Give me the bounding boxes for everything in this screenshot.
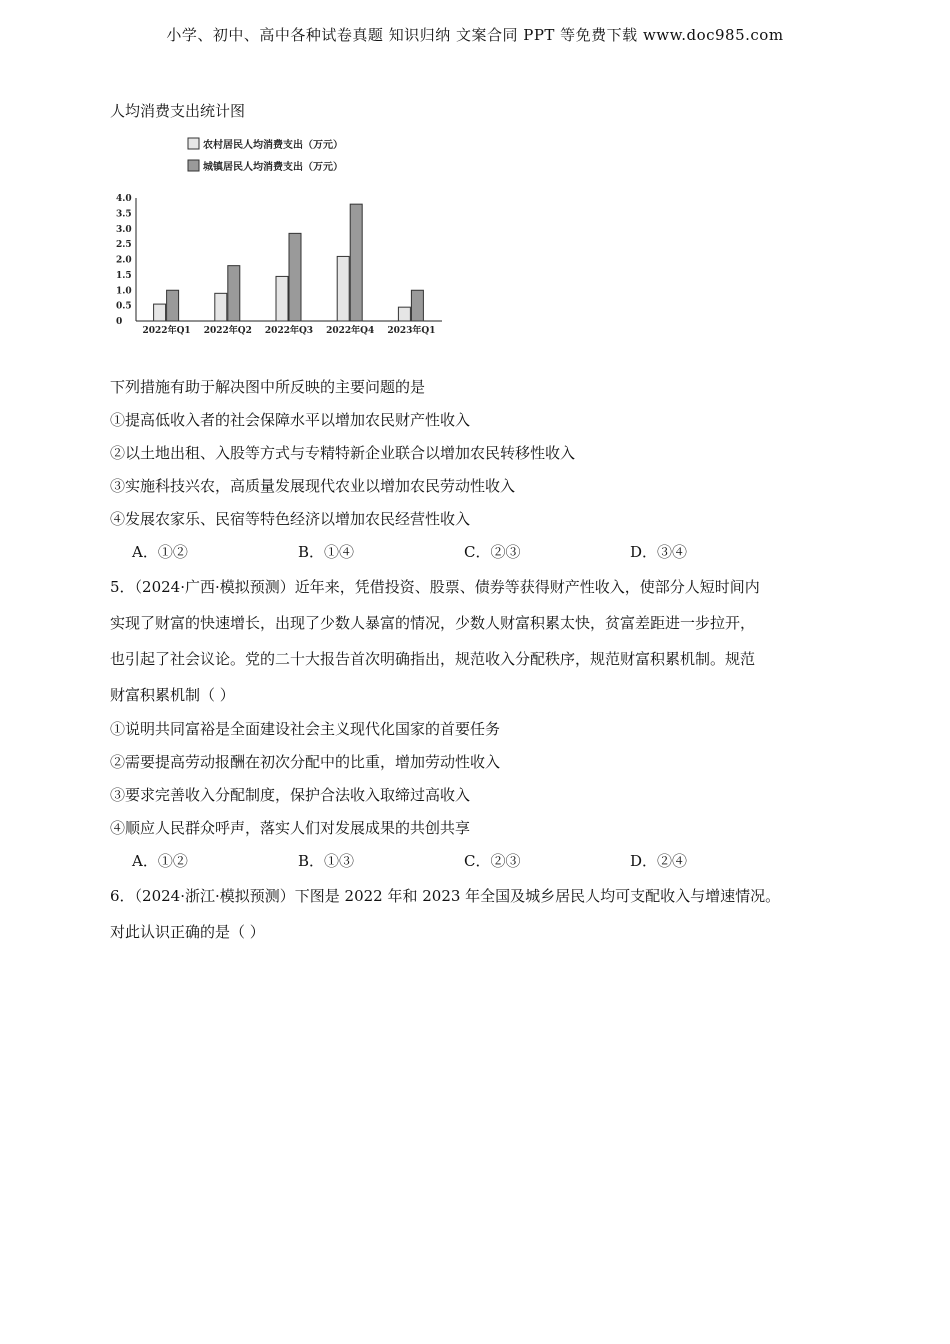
q4-statement-4: ④发展农家乐、民宿等特色经济以增加农民经营性收入 [110,510,471,528]
q5-stem-line: 财富积累机制（ ） [110,686,235,704]
q4-options [110,536,850,569]
bar-urban [411,290,423,321]
y-tick-label: 0.5 [116,301,132,312]
y-tick-label: 3.0 [116,224,132,235]
q4-option-c: C．②③ [464,543,521,561]
x-tick-label: 2022年Q4 [326,326,375,336]
q5-stem-line: 实现了财富的快速增长，出现了少数人暴富的情况，少数人财富积累太快，贫富差距进一步拉开， [110,614,756,632]
q4-option-b: B．①④ [298,543,355,561]
y-tick-label: 1.0 [116,286,132,297]
legend-swatch [188,138,199,149]
q5-statement-2: ②需要提高劳动报酬在初次分配中的比重，增加劳动性收入 [110,753,501,771]
q4-option-d: D．③④ [630,543,688,561]
bar-rural [337,256,349,321]
q4-statement-1: ①提高低收入者的社会保障水平以增加农民财产性收入 [110,411,471,429]
q5-statement-3: ③要求完善收入分配制度，保护合法收入取缔过高收入 [110,786,471,804]
bar-urban [228,266,240,321]
q5-stem-line: 也引起了社会议论。党的二十大报告首次明确指出，规范收入分配秩序，规范财富积累机制。规范 [110,650,756,668]
bar-rural [398,307,410,321]
q5-statement-4: ④顺应人民群众呼声，落实人们对发展成果的共创共享 [110,819,471,837]
y-tick-label: 4.0 [116,194,132,204]
y-tick-label: 0 [116,317,123,327]
x-tick-label: 2022年Q1 [142,326,191,336]
q5-option-c: C．②③ [464,852,521,870]
q4-statement-2: ②以土地出租、入股等方式与专精特新企业联合以增加农民转移性收入 [110,444,576,462]
q4-option-a: A．①② [132,543,188,561]
q5-stem-line: 5．（2024·广西·模拟预测）近年来，凭借投资、股票、债券等获得财产性收入，使部分人短时间内 [110,578,760,596]
x-tick-label: 2023年Q1 [387,326,436,336]
consumption-bar-chart [110,130,470,336]
y-tick-label: 2.5 [116,240,132,251]
q5-statement-1: ①说明共同富裕是全面建设社会主义现代化国家的首要任务 [110,720,501,738]
bar-urban [167,290,179,321]
x-tick-label: 2022年Q3 [264,326,314,336]
q5-option-a: A．①② [132,852,188,870]
bar-rural [215,293,227,321]
q5-options [110,845,850,878]
q6-stem-line: 6．（2024·浙江·模拟预测）下图是 2022 年和 2023 年全国及城乡居民人均可支配收入与增速情况。 [110,887,781,905]
q5-option-b: B．①③ [298,852,355,870]
y-tick-label: 2.0 [116,255,132,266]
bar-urban [350,204,362,321]
q5-option-d: D．②④ [630,852,688,870]
q6-stem-line: 对此认识正确的是（ ） [110,923,265,941]
y-tick-label: 3.5 [116,209,132,220]
q4-statement-3: ③实施科技兴农，高质量发展现代农业以增加农民劳动性收入 [110,477,516,495]
legend-swatch [188,160,199,171]
bar-rural [276,276,288,321]
x-tick-label: 2022年Q2 [203,326,252,336]
question-4-stem: 下列措施有助于解决图中所反映的主要问题的是 [110,378,426,396]
legend-label: 城镇居民人均消费支出（万元） [203,162,343,173]
bar-urban [289,233,301,321]
page-header: 小学、初中、高中各种试卷真题 知识归纳 文案合同 PPT 等免费下载 www.doc985.com [166,26,784,44]
page-content [110,100,850,950]
y-tick-label: 1.5 [116,270,132,281]
chart-title: 人均消费支出统计图 [110,102,246,120]
bar-rural [154,304,166,321]
legend-label: 农村居民人均消费支出（万元） [203,140,343,151]
question-6-stem [110,878,850,950]
question-5-stem [110,569,850,713]
